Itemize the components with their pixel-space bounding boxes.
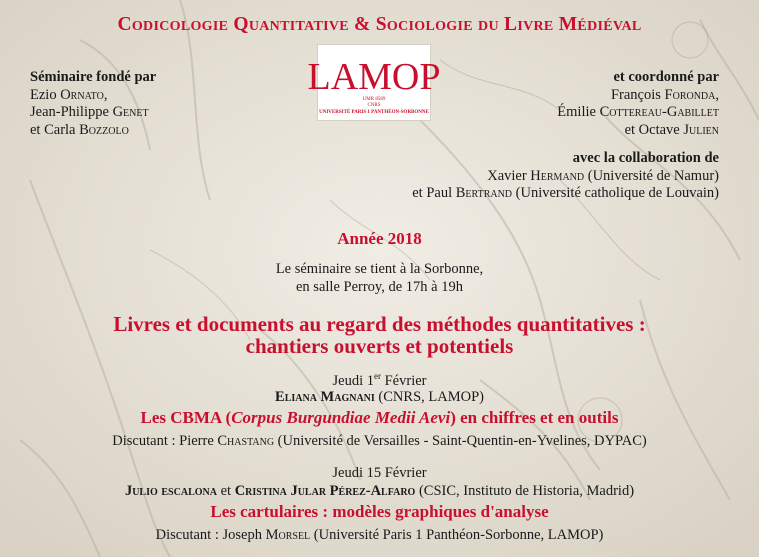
logo-text: LAMOP [307, 56, 441, 98]
founders-block [30, 69, 156, 139]
collaborator-item: Xavier Hermand (Université de Namur) [487, 167, 719, 184]
coordinators-block [557, 69, 719, 139]
poster-title: Codicologie Quantitative & Sociologie du Livre Médiéval [117, 14, 642, 35]
founders-heading: Séminaire fondé par [30, 69, 157, 85]
logo-subtext-1: UMR 8589 [362, 97, 386, 102]
session-1-date: Jeudi 1er Février [332, 371, 427, 389]
founder-item: Jean-Philippe Genet [30, 104, 149, 120]
coordinator-item: et Octave Julien [624, 121, 719, 138]
logo-subtext-2: CNRS [367, 103, 381, 108]
collaboration-heading: avec la collaboration de [572, 150, 719, 166]
session-1-title: Les CBMA (Corpus Burgundiae Medii Aevi) en chiffres et en outils [140, 408, 619, 427]
coordinator-item: Émilie Cottereau-Gabillet [557, 104, 719, 120]
lamop-logo-icon [307, 45, 441, 120]
logo-subtext-3: UNIVERSITÉ PARIS 1 PANTHÉON-SORBONNE [319, 110, 429, 115]
collaboration-block [412, 150, 719, 203]
session-1-speaker: Eliana Magnani (CNRS, LAMOP) [275, 389, 484, 405]
seminar-theme [0, 313, 759, 357]
session-2-date: Jeudi 15 Février [332, 465, 427, 481]
founder-item: Ezio Ornato, [30, 86, 108, 103]
year-heading: Année 2018 [337, 229, 422, 248]
venue-info [0, 260, 759, 296]
founder-item: et Carla Bozzolo [30, 121, 129, 138]
session-2-discussant: Discutant : Joseph Morsel (Université Paris 1 Panthéon-Sorbonne, LAMOP) [155, 527, 604, 543]
collaborator-item: et Paul Bertrand (Université catholique de Louvain) [412, 185, 719, 201]
session-2-speakers: Julio escalona et Cristina Jular Pérez-Alfaro (CSIC, Instituto de Historia, Madrid) [124, 483, 635, 499]
theme-line-2: chantiers ouverts et potentiels [245, 334, 514, 358]
lamop-logo [307, 44, 441, 121]
session-2-title: Les cartulaires : modèles graphiques d'analyse [210, 502, 549, 521]
theme-line-1: Livres et documents au regard des méthodes quantitatives : [113, 312, 646, 336]
coordinator-item: François Foronda, [610, 86, 719, 103]
coordinators-heading: et coordonné par [613, 69, 719, 85]
venue-line-1: Le séminaire se tient à la Sorbonne, [275, 261, 484, 277]
session-1-discussant: Discutant : Pierre Chastang (Université de Versailles - Saint-Quentin-en-Yvelines, DYPAC) [112, 433, 647, 449]
venue-line-2: en salle Perroy, de 17h à 19h [296, 279, 463, 295]
